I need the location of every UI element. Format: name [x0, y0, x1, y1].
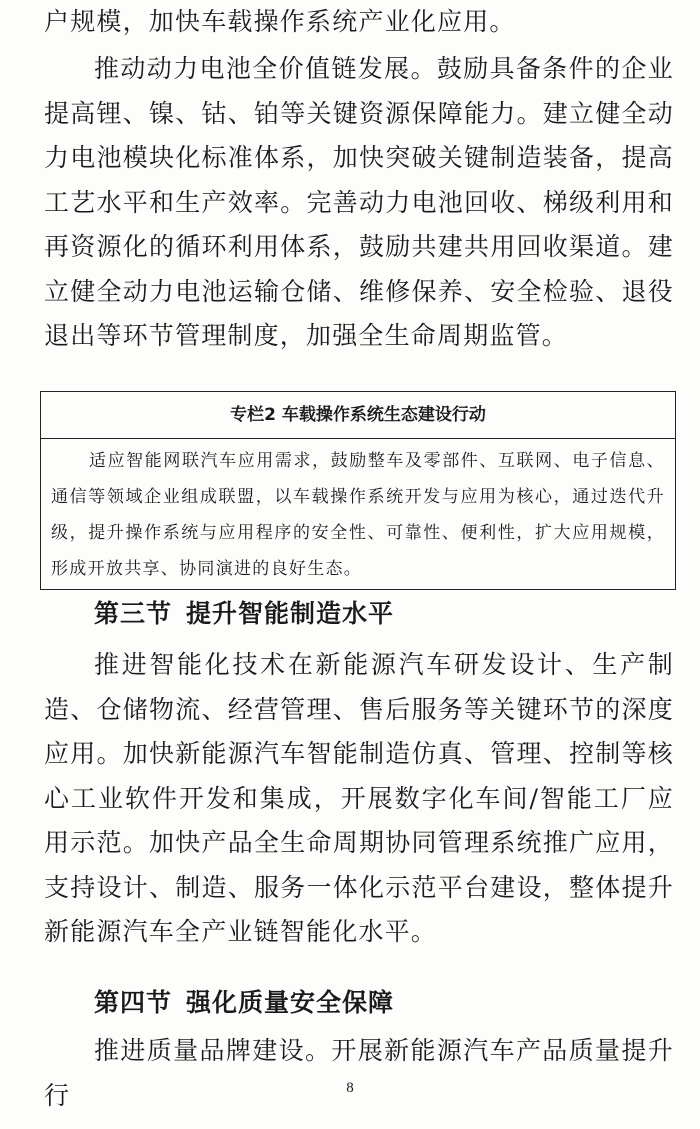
sidebar-box: [40, 391, 676, 590]
paragraph-battery-value-chain: 推动动力电池全价值链发展。鼓励具备条件的企业提高锂、镍、钴、铂等关键资源保障能力。建立健全动力电池模块化标准体系，加快突破关键制造装备，提高工艺水平和生产效率。完善动力电池回收、梯级利用和再资源化的循环利用体系，鼓励共建共用回收渠道。建立健全动力电池运输仓储、维修保养、安全检验、退役退出等环节管理制度，加强全生命周期监管。: [44, 54, 674, 350]
box-body: 适应智能网联汽车应用需求，鼓励整车及零部件、互联网、电子信息、通信等领域企业组成联盟，以车载操作系统开发与应用为核心，通过迭代升级，提升操作系统与应用程序的安全性、可靠性、便利性，扩大应用规模，形成开放共享、协同演进的良好生态。: [51, 451, 665, 579]
box-title: 专栏2 车载操作系统生态建设行动: [41, 392, 675, 439]
paragraph-continuation: 户规模，加快车载操作系统产业化应用。: [44, 7, 516, 36]
section-heading-3: [94, 592, 394, 636]
section-number: 第四节: [94, 988, 173, 1017]
paragraph-quality-brand: 推进质量品牌建设。开展新能源汽车产品质量提升行: [44, 1036, 674, 1110]
page-number: 8: [346, 1080, 354, 1096]
section-number: 第三节: [94, 599, 173, 628]
section-title: 强化质量安全保障: [186, 988, 395, 1017]
section-heading-4: [94, 981, 394, 1025]
paragraph-smart-manufacturing: 推进智能化技术在新能源汽车研发设计、生产制造、仓储物流、经营管理、售后服务等关键环节的深度应用。加快新能源汽车智能制造仿真、管理、控制等核心工业软件开发和集成，开展数字化车间/智能工厂应用示范。加快产品全生命周期协同管理系统推广应用，支持设计、制造、服务一体化示范平台建设，整体提升新能源汽车全产业链智能化水平。: [44, 650, 674, 946]
section-title: 提升智能制造水平: [186, 599, 395, 628]
